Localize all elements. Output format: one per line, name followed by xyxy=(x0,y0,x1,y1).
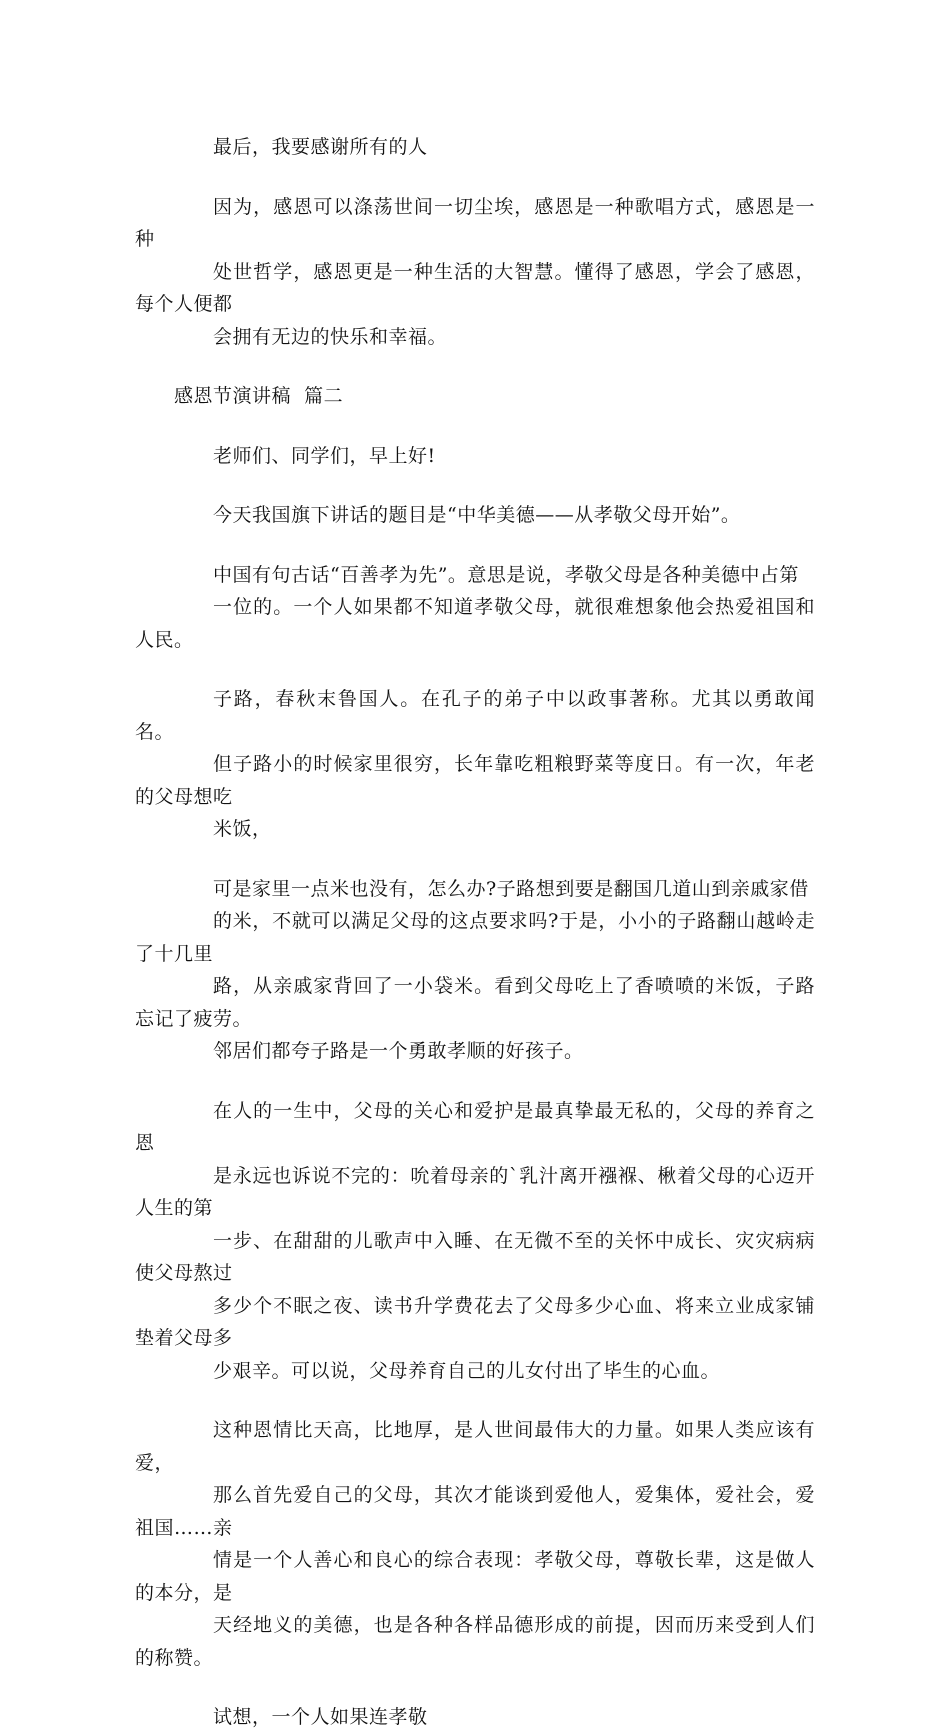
text-line: 最后，我要感谢所有的人 xyxy=(213,136,428,158)
text-line: 因为，感恩可以涤荡世间一切尘埃，感恩是一种歌唱方式，感恩是一种 xyxy=(135,195,815,250)
paragraph-closing-thanks xyxy=(135,131,815,164)
text-line: 子路，春秋末鲁国人。在孔子的弟子中以政事著称。尤其以勇敢闻名。 xyxy=(135,688,815,743)
paragraph-zilu-rice xyxy=(135,873,815,1068)
paragraph-ancient-saying xyxy=(135,559,815,657)
heading-text: 感恩节演讲稿 篇二 xyxy=(174,385,344,407)
text-line: 路，从亲戚家背回了一小袋米。看到父母吃上了香喷喷的米饭，子路忘记了疲劳。 xyxy=(135,975,815,1030)
text-line: 试想，一个人如果连孝敬 xyxy=(213,1706,428,1728)
text-line: 一位的。一个人如果都不知道孝敬父母，就很难想象他会热爱祖国和人民。 xyxy=(135,596,815,651)
text-line: 这种恩情比天高，比地厚，是人世间最伟大的力量。如果人类应该有爱， xyxy=(135,1419,815,1474)
paragraph-zilu-intro xyxy=(135,683,815,846)
text-line: 中国有句古话“百善孝为先”。意思是说，孝敬父母是各种美德中占第 xyxy=(213,563,799,586)
text-line: 的米，不就可以满足父母的这点要求吗?于是，小小的子路翻山越岭走了十几里 xyxy=(135,910,815,965)
text-line: 是永远也诉说不完的：吮着母亲的`乳汁离开襁褓、楸着父母的心迈开人生的第 xyxy=(135,1164,815,1219)
text-line: 老师们、同学们，早上好! xyxy=(213,444,436,467)
paragraph-parental-love xyxy=(135,1095,815,1388)
text-line: 但子路小的时候家里很穷，长年靠吃粗粮野菜等度日。有一次，年老的父母想吃 xyxy=(135,753,815,808)
text-line: 在人的一生中，父母的关心和爱护是最真挚最无私的，父母的养育之恩 xyxy=(135,1099,815,1154)
text-line: 多少个不眠之夜、读书升学费花去了父母多少心血、将来立业成家铺垫着父母多 xyxy=(135,1294,815,1349)
text-line: 那么首先爱自己的父母，其次才能谈到爱他人，爱集体，爱社会，爱祖国……亲 xyxy=(135,1484,815,1539)
text-line: 少艰辛。可以说，父母养育自己的儿女付出了毕生的心血。 xyxy=(213,1359,721,1382)
text-line: 天经地义的美德，也是各种各样品德形成的前提，因而历来受到人们的称赞。 xyxy=(135,1614,815,1669)
paragraph-gratitude-wisdom xyxy=(135,191,815,354)
text-line: 会拥有无边的快乐和幸福。 xyxy=(213,325,448,348)
document-body xyxy=(135,131,815,1734)
text-line: 情是一个人善心和良心的综合表现：孝敬父母，尊敬长辈，这是做人的本分，是 xyxy=(135,1549,815,1604)
paragraph-imagine xyxy=(135,1701,815,1734)
paragraph-greeting xyxy=(135,440,815,473)
text-line: 今天我国旗下讲话的题目是“中华美德——从孝敬父母开始”。 xyxy=(213,504,741,526)
text-line: 一步、在甜甜的儿歌声中入睡、在无微不至的关怀中成长、灾灾病病使父母熬过 xyxy=(135,1229,815,1284)
text-line: 处世哲学，感恩更是一种生活的大智慧。懂得了感恩，学会了感恩，每个人便都 xyxy=(135,260,815,315)
text-line: 邻居们都夸子路是一个勇敢孝顺的好孩子。 xyxy=(213,1040,584,1062)
text-line: 米饭， xyxy=(213,818,272,840)
text-line: 可是家里一点米也没有，怎么办?子路想到要是翻国几道山到亲戚家借 xyxy=(213,877,809,900)
paragraph-speech-topic xyxy=(135,499,815,532)
section-heading xyxy=(135,380,815,413)
paragraph-filial-virtue xyxy=(135,1414,815,1674)
